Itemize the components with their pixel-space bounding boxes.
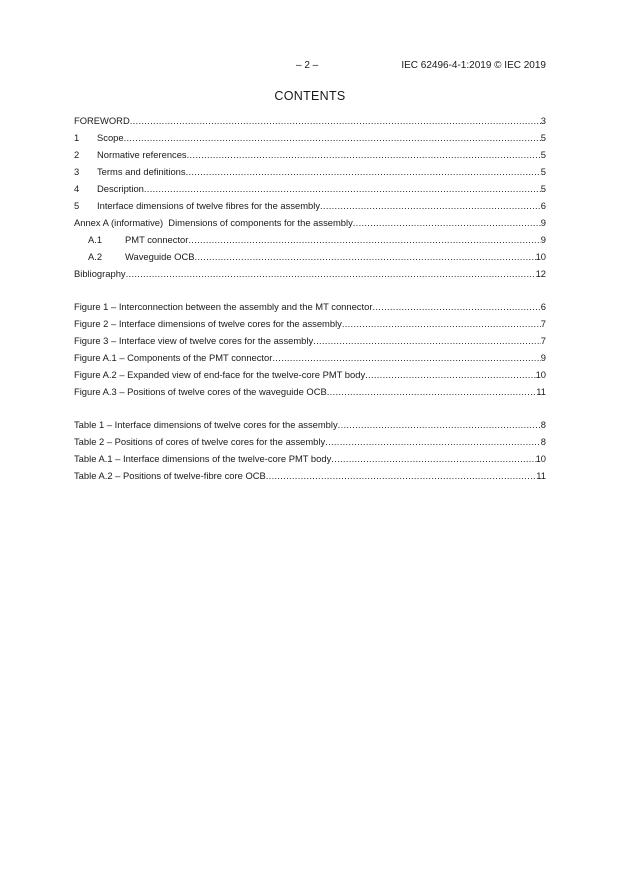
toc-entry-page: 12 — [535, 268, 546, 279]
section-spacer — [74, 400, 546, 416]
dot-leader — [194, 248, 535, 265]
figure-list-entry[interactable] — [74, 383, 546, 400]
table-list-entry[interactable] — [74, 416, 546, 433]
figure-list-entry[interactable] — [74, 349, 546, 366]
toc-entry-scope[interactable] — [74, 129, 546, 146]
toc-entry-number: 1 — [74, 132, 80, 143]
toc-entry-label: Interface dimensions of twelve fibres for the assembly — [97, 200, 321, 211]
figure-entry-page: 6 — [540, 301, 546, 312]
page-number: – 2 – — [296, 60, 319, 71]
dot-leader — [327, 383, 537, 400]
dot-leader — [353, 214, 541, 231]
dot-leader — [126, 265, 536, 282]
toc-entry-page: 6 — [540, 200, 546, 211]
toc-entry-foreword[interactable] — [74, 112, 546, 129]
dot-leader — [186, 163, 541, 180]
figure-entry-label: Figure A.2 – Expanded view of end-face for the twelve-core PMT body — [74, 369, 366, 380]
dot-leader — [188, 231, 540, 248]
toc-entry-number: 2 — [74, 149, 80, 160]
toc-entry-label: PMT connector — [125, 234, 189, 245]
toc-entry-number: A.1 — [88, 234, 103, 245]
toc-entry-number: 4 — [74, 183, 80, 194]
toc-entry-description[interactable] — [74, 180, 546, 197]
toc-entry-label: Waveguide OCB — [125, 251, 195, 262]
toc-entry-terms-and-definitions[interactable] — [74, 163, 546, 180]
toc-entry-page: 3 — [540, 115, 546, 126]
toc-entry-label: Description — [97, 183, 144, 194]
dot-leader — [325, 433, 541, 450]
figure-entry-label: Figure A.1 – Components of the PMT connector — [74, 352, 273, 363]
table-entry-page: 10 — [535, 453, 546, 464]
dot-leader — [338, 416, 541, 433]
dot-leader — [187, 146, 541, 163]
toc-entry-pmt-connector[interactable] — [74, 231, 546, 248]
toc-entry-page: 10 — [535, 251, 546, 262]
toc-entry-page: 5 — [540, 149, 546, 160]
toc-entry-waveguide-ocb[interactable] — [74, 248, 546, 265]
dot-leader — [313, 332, 541, 349]
figure-entry-label: Figure A.3 – Positions of twelve cores of the waveguide OCB — [74, 386, 327, 397]
table-entry-label: Table 1 – Interface dimensions of twelve cores for the assembly — [74, 419, 338, 430]
dot-leader — [144, 180, 541, 197]
table-list-entry[interactable] — [74, 450, 546, 467]
dot-leader — [320, 197, 541, 214]
figure-list-entry[interactable] — [74, 366, 546, 383]
dot-leader — [372, 298, 540, 315]
toc-entry-page: 9 — [540, 234, 546, 245]
toc-entry-bibliography[interactable] — [74, 265, 546, 282]
figure-entry-label: Figure 1 – Interconnection between the assembly and the MT connector — [74, 301, 373, 312]
toc-entry-label: Annex A (informative) Dimensions of components for the assembly — [74, 217, 353, 228]
table-entry-page: 8 — [540, 419, 546, 430]
toc-entry-page: 5 — [540, 183, 546, 194]
toc-entry-number: 3 — [74, 166, 80, 177]
page-title: CONTENTS — [274, 89, 346, 103]
toc-entry-page: 9 — [540, 217, 546, 228]
dot-leader — [266, 467, 537, 484]
toc-entry-page: 5 — [540, 166, 546, 177]
figure-entry-page: 11 — [536, 386, 546, 397]
figure-entry-label: Figure 2 – Interface dimensions of twelve cores for the assembly — [74, 318, 342, 329]
table-entry-label: Table A.1 – Interface dimensions of the twelve-core PMT body — [74, 453, 332, 464]
dot-leader — [365, 366, 535, 383]
figure-entry-label: Figure 3 – Interface view of twelve cores for the assembly — [74, 335, 314, 346]
toc-entry-number: 5 — [74, 200, 80, 211]
figure-entry-page: 7 — [540, 335, 546, 346]
figure-entry-page: 9 — [540, 352, 546, 363]
table-list-entry[interactable] — [74, 467, 546, 484]
figure-list-entry[interactable] — [74, 332, 546, 349]
toc-entry-label: Bibliography — [74, 268, 126, 279]
toc-entry-normative-references[interactable] — [74, 146, 546, 163]
toc-entry-label: FOREWORD — [74, 115, 130, 126]
figure-entry-page: 10 — [535, 369, 546, 380]
toc-entry-number: A.2 — [88, 251, 103, 262]
toc-entry-label: Normative references — [97, 149, 187, 160]
section-spacer — [74, 282, 546, 298]
dot-leader — [272, 349, 540, 366]
table-entry-label: Table A.2 – Positions of twelve-fibre core OCB — [74, 470, 266, 481]
dot-leader — [130, 112, 541, 129]
dot-leader — [124, 129, 541, 146]
toc-entry-page: 5 — [540, 132, 546, 143]
table-of-contents — [74, 112, 546, 484]
table-entry-page: 8 — [540, 436, 546, 447]
toc-entry-label: Terms and definitions — [97, 166, 186, 177]
toc-entry-interface-dimensions[interactable] — [74, 197, 546, 214]
toc-entry-label: Scope — [97, 132, 124, 143]
toc-entry-annex-a[interactable] — [74, 214, 546, 231]
dot-leader — [331, 450, 535, 467]
table-list-entry[interactable] — [74, 433, 546, 450]
table-entry-page: 11 — [536, 470, 546, 481]
document-reference: IEC 62496-4-1:2019 © IEC 2019 — [401, 60, 546, 71]
dot-leader — [342, 315, 541, 332]
table-entry-label: Table 2 – Positions of cores of twelve cores for the assembly — [74, 436, 326, 447]
figure-list-entry[interactable] — [74, 298, 546, 315]
figure-entry-page: 7 — [540, 318, 546, 329]
figure-list-entry[interactable] — [74, 315, 546, 332]
